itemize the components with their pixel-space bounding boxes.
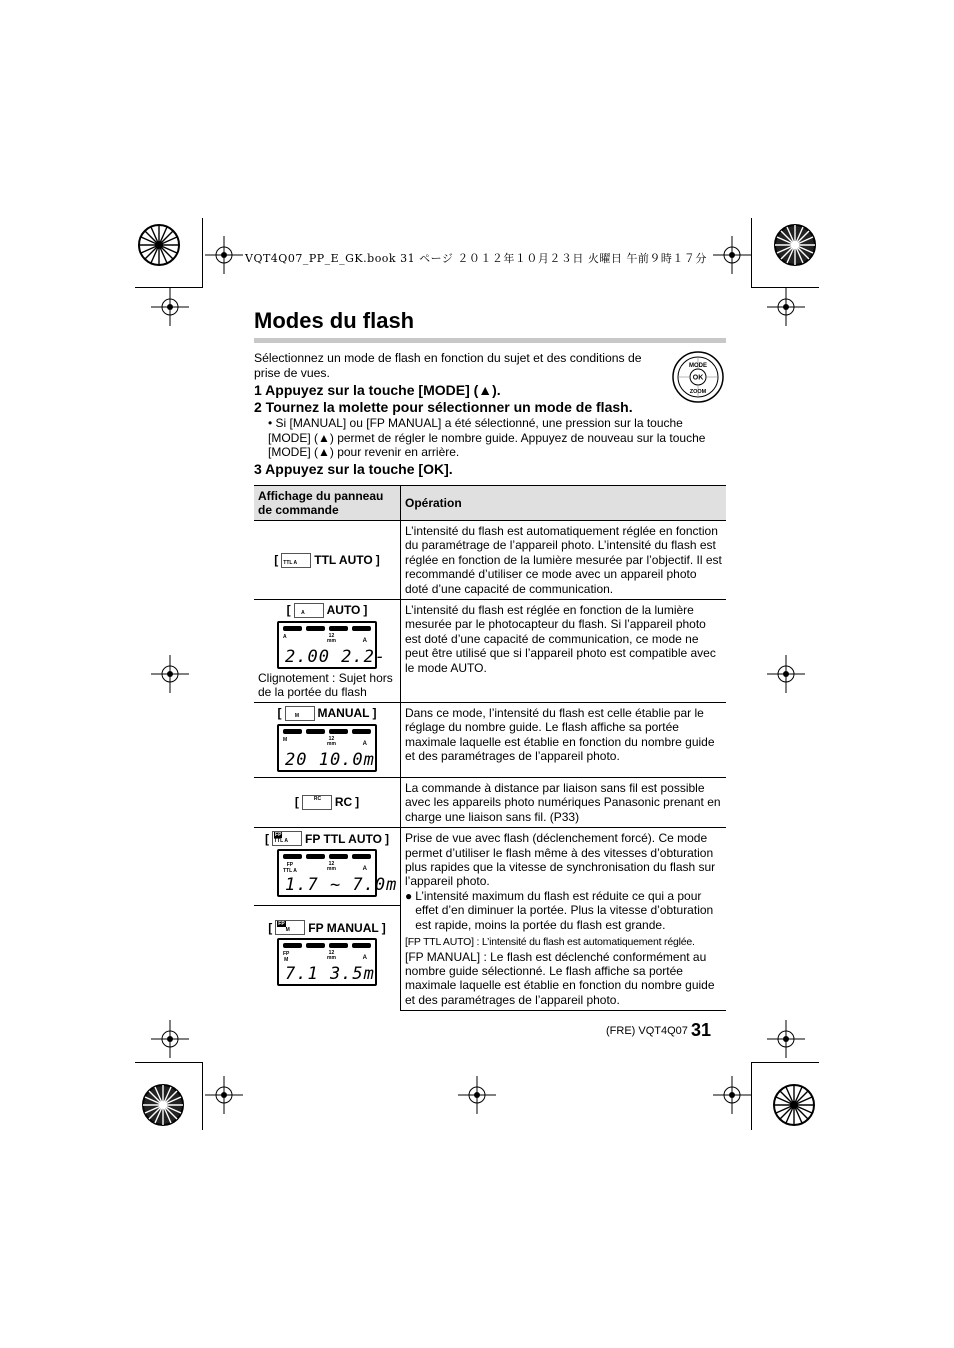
step-2: 2 Tournez la molette pour sélectionner un mode de flash. [254, 399, 633, 415]
mode-cell [254, 600, 401, 703]
auto-icon: A [294, 603, 324, 618]
registration-crosshair-icon [767, 288, 805, 326]
table-row [254, 521, 726, 600]
mode-cell [254, 703, 401, 778]
crop-mark [751, 1062, 752, 1130]
mode-label: [ A AUTO ] [286, 603, 368, 618]
registration-crosshair-icon [458, 1076, 496, 1114]
mode-cell [254, 828, 401, 1011]
flash-modes-table [254, 485, 726, 1011]
registration-crosshair-icon [767, 1020, 805, 1058]
mode-label: [ M MANUAL ] [277, 706, 377, 721]
crop-mark [202, 218, 203, 288]
registration-starburst-icon [773, 223, 817, 267]
step-2-note: • Si [MANUAL] ou [FP MANUAL] a été sélectionné, une pression sur la touche [MODE] (▲) permet de régler le nombre guide. Appuyez de nouveau sur la touche [MODE] (▲) pour revenir en arrière. [268, 416, 706, 460]
ttl-auto-icon: TTL A [281, 553, 311, 568]
step-1: 1 Appuyez sur la touche [MODE] (▲). [254, 382, 501, 398]
mode-dial-icon [671, 350, 725, 404]
operation-cell: L’intensité du flash est automatiquement réglée en fonction du paramétrage de l’appareil photo. L’intensité du flash est réglée en fonction de la lumière mesurée par l’objectif. Il est recommandé d’utiliser ce mode avec un appareil photo doté d’une capacité de communication. [401, 521, 727, 600]
registration-starburst-icon [772, 1083, 816, 1127]
registration-crosshair-icon [205, 236, 243, 274]
operation-cell [401, 828, 727, 1011]
crop-mark [202, 1062, 203, 1130]
registration-crosshair-icon [713, 236, 751, 274]
page-number: 31 [690, 1020, 711, 1040]
dial-label-ok: OK [692, 374, 704, 382]
registration-starburst-icon [141, 1083, 185, 1127]
column-header-operation: Opération [401, 486, 727, 521]
mode-label: [ RC RC ] [294, 795, 360, 810]
table-row [254, 828, 726, 1011]
mode-label: [ FP TTL A FP TTL AUTO ] [265, 831, 389, 846]
fp-manual-note: [FP MANUAL] : Le flash est déclenché conformément au nombre guide sélectionné. Le flash affiche sa portée maximale laquelle est établie en fonction du nombre guide et des paramétrages de l’appareil photo. [405, 949, 715, 1007]
crop-mark [751, 218, 752, 288]
column-header-display: Affichage du panneau de commande [254, 486, 401, 521]
page-footer [606, 1020, 711, 1041]
table-row [254, 600, 726, 703]
manual-icon: M [285, 706, 315, 721]
lcd-panel: A 12 mm A 2.00 2.2- [277, 621, 377, 669]
registration-crosshair-icon [767, 655, 805, 693]
step-3: 3 Appuyez sur la touche [OK]. [254, 461, 453, 477]
print-header: VQT4Q07_PP_E_GK.book 31 ページ ２０１２年１０月２３日 火曜日 午前９時１７分 [245, 252, 707, 265]
crop-mark [751, 1062, 819, 1063]
bullet-icon: ● [405, 888, 413, 903]
dial-label-mode: MODE [689, 363, 707, 369]
table-row [254, 703, 726, 778]
registration-crosshair-icon [205, 1076, 243, 1114]
registration-crosshair-icon [151, 655, 189, 693]
blink-note: Clignotement : Sujet hors de la portée du flash [258, 671, 393, 700]
registration-crosshair-icon [151, 288, 189, 326]
lcd-readout: 20 10.0m [285, 749, 375, 770]
intro-text: Sélectionnez un mode de flash en fonction du sujet et des conditions de prise de vues. [254, 351, 642, 380]
title-divider [254, 338, 726, 343]
mode-label: [ TTL A TTL AUTO ] [274, 552, 380, 567]
page-title: Modes du flash [254, 308, 415, 333]
dial-label-zoom: ZOOM [689, 389, 707, 395]
registration-starburst-icon [137, 223, 181, 267]
operation-cell: L’intensité du flash est réglée en fonction de la lumière mesurée par le photocapteur du flash. Si l’appareil photo est doté d’une capacité de communication, ce mode ne peut être utilisé que si l’appareil photo est compatible avec le mode AUTO. [401, 600, 727, 703]
fp-bullet: L’intensité maximum du flash est réduite ce qui a pour effet d’en diminuer la portée. Plus la vitesse d’obturation est rapide, moins la portée du flash est grande. [415, 888, 714, 932]
registration-crosshair-icon [151, 1020, 189, 1058]
fp-ttl-note: [FP TTL AUTO] : L’intensité du flash est automatiquement réglée. [405, 936, 695, 949]
lcd-readout: 1.7 ~ 7.0m [285, 874, 398, 895]
mode-label: [ FP M FP MANUAL ] [268, 920, 386, 935]
lcd-panel: FP M 12 mm A 7.1 3.5m [277, 938, 377, 986]
lcd-readout: 2.00 2.2- [285, 646, 387, 667]
registration-crosshair-icon [713, 1076, 751, 1114]
fp-ttl-auto-icon: FP TTL A [272, 831, 302, 846]
operation-cell: Dans ce mode, l’intensité du flash est celle établie par le réglage du nombre guide. Le flash affiche sa portée maximale laquelle est établie en fonction du nombre guide et des paramétrages de l’appareil photo. [401, 703, 727, 778]
crop-mark [135, 1062, 202, 1063]
table-row [254, 778, 726, 828]
rc-icon: RC [302, 795, 332, 810]
lcd-panel: M 12 mm A 20 10.0m [277, 724, 377, 772]
mode-cell [254, 521, 401, 600]
footer-code: (FRE) VQT4Q07 [606, 1025, 688, 1037]
lcd-panel: FP TTL A 12 mm A 1.7 ~ 7.0m [277, 849, 377, 897]
fp-manual-icon: FP M [275, 920, 305, 935]
lcd-readout: 7.1 3.5m [285, 963, 375, 984]
operation-cell: La commande à distance par liaison sans fil est possible avec les appareils photo numériques Panasonic prenant en charge une liaison sans fil. (P33) [401, 778, 727, 828]
mode-cell [254, 778, 401, 828]
table-header-row [254, 486, 726, 521]
fp-description: Prise de vue avec flash (déclenchement forcé). Ce mode permet d’utiliser le flash même à des vitesses d’obturation plus rapides que la vitesse de synchronisation du flash sur l’appareil photo. [405, 831, 716, 889]
